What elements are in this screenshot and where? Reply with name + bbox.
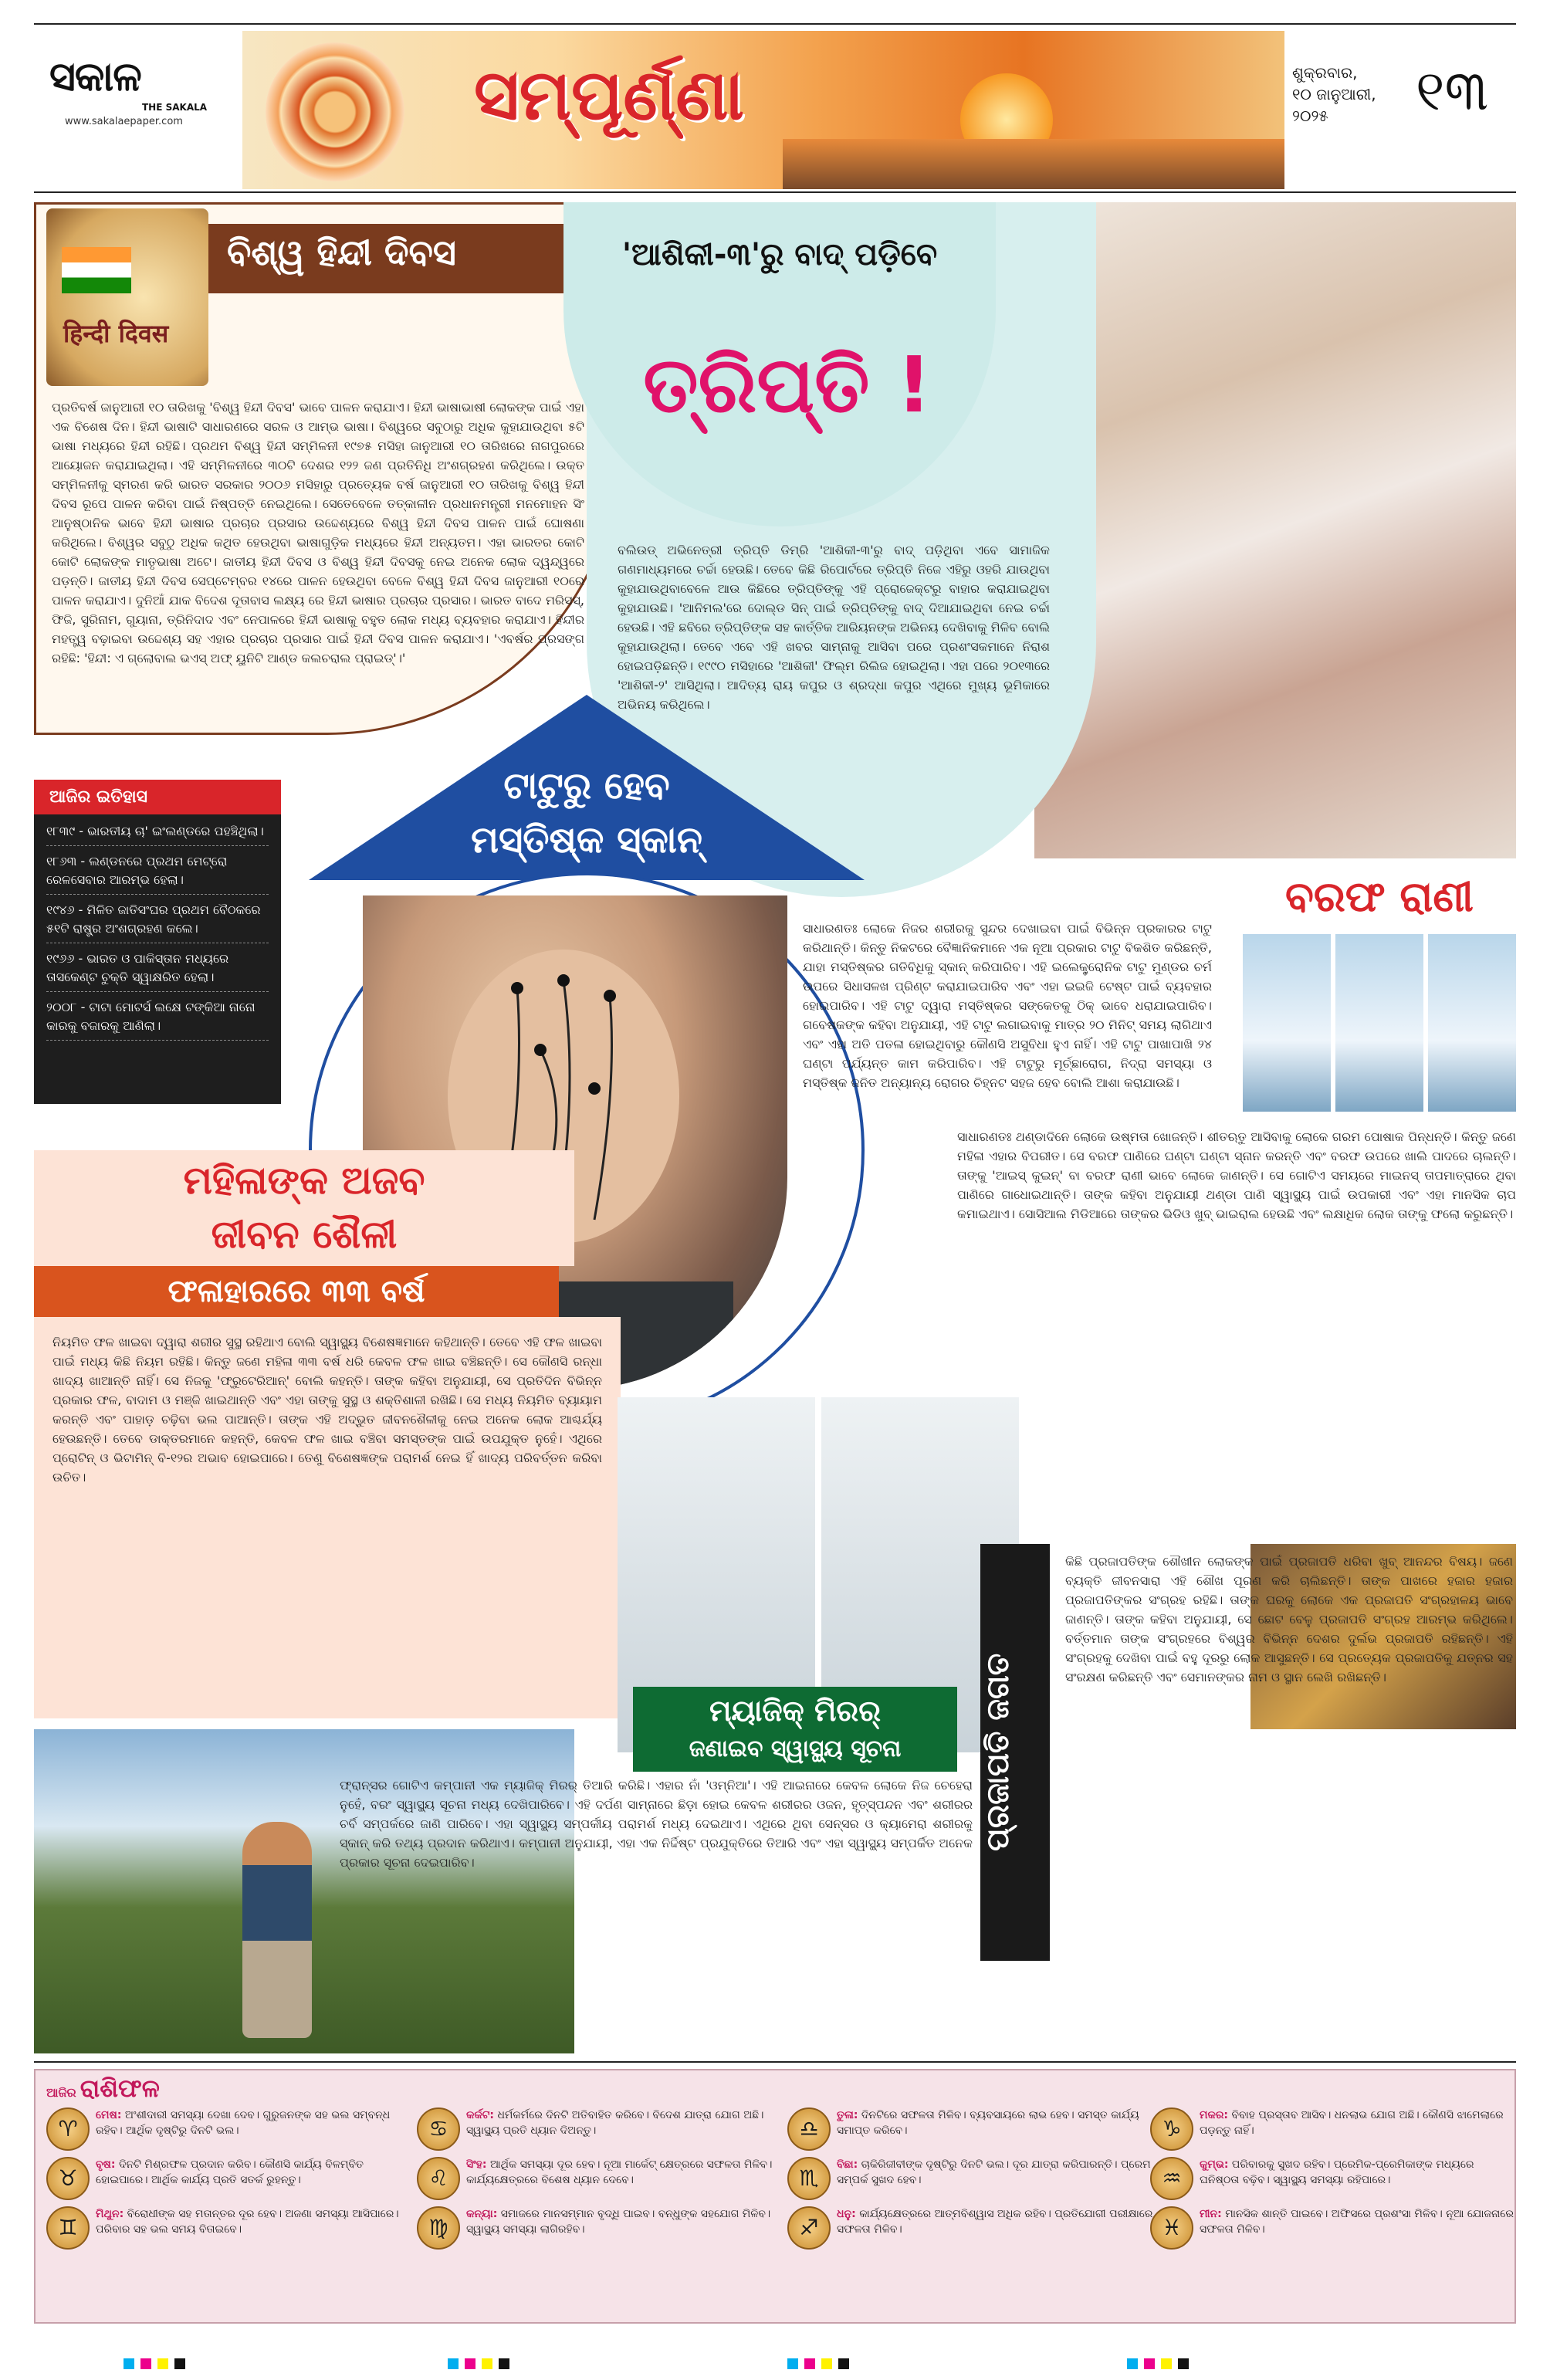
magic-mirror-heading-1: ମ୍ୟାଜିକ୍ ମିରର୍: [709, 1694, 882, 1728]
snow-queen-photos: [1243, 934, 1516, 1112]
history-item: ୨୦୦୮ - ଟାଟା ମୋଟର୍ସ ଲକ୍ଷେ ଟଙ୍କିଆ ନାନୋ କାରକୁ ବଜାରକୁ ଆଣିଲା।: [46, 998, 269, 1041]
date: ୧୦ ଜାନୁଆରୀ,: [1292, 85, 1376, 103]
brain-body: ସାଧାରଣତଃ ଲୋକେ ନିଜର ଶରୀରକୁ ସୁନ୍ଦର ଦେଖାଇବା ପାଇଁ ବିଭିନ୍ନ ପ୍ରକାରର ଟାଟୁ କରିଥାନ୍ତି। କିନ୍ତୁ ନିକଟରେ ବୈଜ୍ଞାନିକମାନେ ଏକ ନୂଆ ପ୍ରକାର ଟାଟୁ ବିକଶିତ କରିଛନ୍ତି, ଯାହା ମସ୍ତିଷ୍କର ଗତିବିଧିକୁ ସ୍କାନ୍ କରିପାରିବ। ଏହି ଇଲେକ୍ଟ୍ରୋନିକ ଟାଟୁ ମୁଣ୍ଡର ଚର୍ମ ଉପରେ ସିଧାସଳଖ ପ୍ରିଣ୍ଟ କରାଯାଇପାରିବ ଏବଂ ଏହା ଇଇଜି ଟେଷ୍ଟ ପାଇଁ ବ୍ୟବହାର ହୋଇପାରିବ। ଏହି ଟାଟୁ ଦ୍ୱାରା ମସ୍ତିଷ୍କର ସଙ୍କେତକୁ ଠିକ୍ ଭାବେ ଧରାଯାଇପାରିବ। ଗବେଷକଙ୍କ କହିବା ଅନୁଯାୟୀ, ଏହି ଟାଟୁ ଲଗାଇବାକୁ ମାତ୍ର ୨୦ ମିନିଟ୍ ସମୟ ଲାଗିଥାଏ ଏବଂ ଏହା ଅତି ପତଳା ହୋଇଥିବାରୁ କୌଣସି ଅସୁବିଧା ହୁଏ ନାହିଁ। ଏହି ଟାଟୁ ପାଖାପାଖି ୨୪ ଘଣ୍ଟା ପର୍ଯ୍ୟନ୍ତ କାମ କରିପାରିବ। ଏହି ଟାଟୁରୁ ମୂର୍ଚ୍ଛାରୋଗ, ନିଦ୍ରା ସମସ୍ୟା ଓ ମସ୍ତିଷ୍କ ଜନିତ ଅନ୍ୟାନ୍ୟ ରୋଗର ଚିହ୍ନଟ ସହଜ ହେବ ବୋଲି ଆଶା କରାଯାଉଛି।: [803, 921, 1212, 1090]
masthead: [34, 31, 1516, 189]
brain-heading-2: ମସ୍ତିଷ୍କ ସ୍କାନ୍: [471, 818, 702, 862]
rashi-name: ମିଥୁନ:: [96, 2208, 124, 2220]
rashi-rule: [34, 2061, 1516, 2063]
women-body: ନିୟମିତ ଫଳ ଖାଇବା ଦ୍ୱାରା ଶରୀର ସୁସ୍ଥ ରହିଥାଏ ବୋଲି ସ୍ୱାସ୍ଥ୍ୟ ବିଶେଷଜ୍ଞମାନେ କହିଥାନ୍ତି। ତେବେ ଏହି ଫଳ ଖାଇବା ପାଇଁ ମଧ୍ୟ କିଛି ନିୟମ ରହିଛି। କିନ୍ତୁ ଜଣେ ମହିଳା ୩୩ ବର୍ଷ ଧରି କେବଳ ଫଳ ଖାଇ ବଞ୍ଚିଛନ୍ତି। ସେ କୌଣସି ରନ୍ଧା ଖାଦ୍ୟ ଖାଆନ୍ତି ନାହିଁ। ସେ ନିଜକୁ 'ଫ୍ରୁଟେରିଆନ୍' ବୋଲି କହନ୍ତି। ତାଙ୍କ କହିବା ଅନୁଯାୟୀ, ସେ ପ୍ରତିଦିନ ବିଭିନ୍ନ ପ୍ରକାର ଫଳ, ବାଦାମ ଓ ମଞ୍ଜି ଖାଇଥାନ୍ତି ଏବଂ ଏହା ତାଙ୍କୁ ସୁସ୍ଥ ଓ ଶକ୍ତିଶାଳୀ ରଖିଛି। ସେ ମଧ୍ୟ ନିୟମିତ ବ୍ୟାୟାମ କରନ୍ତି ଏବଂ ପାହାଡ଼ ଚଢ଼ିବା ଭଲ ପାଆନ୍ତି। ତାଙ୍କ ଏହି ଅଦ୍ଭୁତ ଜୀବନଶୈଳୀକୁ ନେଇ ଅନେକ ଲୋକ ଆଶ୍ଚର୍ଯ୍ୟ ହେଉଛନ୍ତି। ତେବେ ଡାକ୍ତରମାନେ କହନ୍ତି, କେବଳ ଫଳ ଖାଇ ବଞ୍ଚିବା ସମସ୍ତଙ୍କ ପାଇଁ ଉପଯୁକ୍ତ ନୁହେଁ। ଏଥିରେ ପ୍ରୋଟିନ୍ ଓ ଭିଟାମିନ୍ ବି-୧୨ର ଅଭାବ ହୋଇପାରେ। ତେଣୁ ବିଶେଷଜ୍ଞଙ୍କ ପରାମର୍ଶ ନେଇ ହିଁ ଖାଦ୍ୟ ପରିବର୍ତ୍ତନ କରିବା ଉଚିତ।: [52, 1335, 602, 1485]
snow-photo: [1428, 934, 1516, 1112]
weekday: ଶୁକ୍ରବାର,: [1292, 63, 1358, 82]
rashi-item: [1150, 2107, 1517, 2151]
magic-mirror-heading-2: ଜଣାଇବ ସ୍ୱାସ୍ଥ୍ୟ ସୂଚନା: [689, 1735, 902, 1762]
history-item: ୧୮୩୯ - ଭାରତୀୟ ଚା' ଇଂଲଣ୍ଡରେ ପହଞ୍ଚିଥିଲା।: [46, 822, 269, 846]
virgo-icon: ♍: [417, 2206, 460, 2250]
color-registration-marks: [124, 2358, 1436, 2369]
hindi-day-heading: ବିଶ୍ୱ ହିନ୍ଦୀ ଦିବସ: [208, 224, 571, 293]
snow-photo: [1243, 934, 1331, 1112]
sagittarius-icon: ♐: [787, 2206, 831, 2250]
rashi-name: ମୀନ:: [1200, 2208, 1222, 2220]
rashi-text: ଅଂଶୀଦାରୀ ସମସ୍ୟା ଦେଖା ଦେବ। ଗୁରୁଜନଙ୍କ ସହ ଭଲ ସମ୍ବନ୍ଧ ରହିବ। ଆର୍ଥିକ ଦୃଷ୍ଟିରୁ ଦିନଟି ଭଲ।: [96, 2109, 391, 2137]
rashi-name: ଧନୁ:: [837, 2208, 856, 2220]
rashi-text: ବିରୋଧୀଙ୍କ ସହ ମତାନ୍ତର ଦୂର ହେବ। ଅଜଣା ସମସ୍ୟା ଆସିପାରେ। ପରିବାର ସହ ଭଲ ସମୟ ବିତାଇବେ।: [96, 2208, 399, 2236]
snow-photo: [1335, 934, 1423, 1112]
rashi-column: [1150, 2107, 1517, 2256]
rashi-item: [787, 2157, 1154, 2200]
rashifal-prefix: ଆଜିର: [46, 2085, 76, 2100]
history-heading: ଆଜିର ଇତିହାସ: [34, 780, 281, 814]
rashi-name: ତୁଳା:: [837, 2109, 858, 2121]
rashi-item: [1150, 2157, 1517, 2200]
rashi-text: ଦିନଟି ମିଶ୍ରଫଳ ପ୍ରଦାନ କରିବ। କୌଣସି କାର୍ଯ୍ୟ ବିଳମ୍ବିତ ହୋଇପାରେ। ଆର୍ଥିକ କାର୍ଯ୍ୟ ପ୍ରତି ସତର୍କ ରୁହନ୍ତୁ।: [96, 2158, 364, 2186]
rashi-column: [787, 2107, 1154, 2256]
sea: [783, 139, 1284, 189]
rashi-text: ବିବାହ ପ୍ରସ୍ତାବ ଆସିବ। ଧନଲାଭ ଯୋଗ ଅଛି। କୌଣସି ଝାମେଲାରେ ପଡ଼ନ୍ତୁ ନାହିଁ।: [1200, 2109, 1504, 2137]
masthead-rule: [34, 191, 1516, 193]
capricorn-icon: ♑: [1150, 2107, 1193, 2151]
trupti-name: ତ୍ରିପ୍ତି !: [643, 340, 932, 430]
brain-heading-1: ଟାଟୁରୁ ହେବ: [503, 764, 670, 807]
women-title-2: ଜୀବନ ଶୈଳୀ: [211, 1212, 398, 1257]
snow-queen-heading: ବରଫ ରାଣୀ: [1285, 872, 1474, 921]
rashi-item: [417, 2157, 783, 2200]
history-item: ୧୯୬୬ - ଭାରତ ଓ ପାକିସ୍ତାନ ମଧ୍ୟରେ ତାସକେଣ୍ଟ ଚୁକ୍ତି ସ୍ୱାକ୍ଷରିତ ହେଲା।: [46, 950, 269, 992]
rashi-item: [787, 2206, 1154, 2250]
logo-url: www.sakalaepaper.com: [65, 116, 183, 127]
logo-text: ସକାଳ: [49, 54, 141, 100]
rashi-item: [46, 2157, 413, 2200]
rashi-name: ମେଷ:: [96, 2109, 122, 2121]
rashi-column: [417, 2107, 783, 2256]
taurus-icon: ♉: [46, 2157, 90, 2200]
rashifal-heading: ରାଶିଫଳ: [80, 2074, 160, 2103]
trupti-body: ବଲିଉଡ୍ ଅଭିନେତ୍ରୀ ତ୍ରିପ୍ତି ଡିମ୍ରି 'ଆଶିକୀ-୩'ରୁ ବାଦ୍ ପଡ଼ିଥିବା ଏବେ ସାମାଜିକ ଗଣମାଧ୍ୟମରେ ଚର୍ଚ୍ଚା ହେଉଛି। ତେବେ କିଛି ରିପୋର୍ଟରେ ତ୍ରିପ୍ତି ନିଜେ ଏହିରୁ ଓହରି ଯାଉଥିବା କୁହାଯାଉଥିବାବେଳେ ଆଉ କିଛିରେ ତ୍ରିପ୍ତିଙ୍କୁ ଏହି ପ୍ରୋଜେକ୍ଟରୁ ବାହାର କରାଯାଇଥିବା କୁହାଯାଉଛି। 'ଆନିମଲ'ରେ ଦୋଲ୍ଡ ସିନ୍ ପାଇଁ ତ୍ରିପ୍ତିଙ୍କୁ ବାଦ୍ ଦିଆଯାଇଥିବା ନେଇ ଚର୍ଚ୍ଚା ହେଉଛି। ଏହି ଛବିରେ ତ୍ରିପ୍ତିଙ୍କ ସହ କାର୍ତ୍ତିକ ଆରିୟନଙ୍କ ଅଭିନୟ ଦେଖିବାକୁ ମିଳିବ ବୋଲି କୁହାଯାଉଥିଲା। ତେବେ ଏବେ ଏହି ଖବର ସାମ୍ନାକୁ ଆସିବା ପରେ ପ୍ରଶଂସକମାନେ ନିରାଶ ହୋଇପଡ଼ିଛନ୍ତି। ୧୯୯୦ ମସିହାରେ 'ଆଶିକୀ' ଫିଲ୍ମ ରିଲିଜ ହୋଇଥିଲା। ଏହା ପରେ ୨୦୧୩ରେ 'ଆଶିକୀ-୨' ଆସିଥିଲା। ଆଦିତ୍ୟ ରାୟ କପୁର ଓ ଶ୍ରଦ୍ଧା କପୁର ଏଥିରେ ମୁଖ୍ୟ ଭୂମିକାରେ ଅଭିନୟ କରିଥିଲେ।: [618, 543, 1050, 712]
rashi-name: ବୃଷ:: [96, 2158, 116, 2171]
rashi-item: [1150, 2206, 1517, 2250]
hindi-day-image: [46, 208, 208, 386]
butterfly-heading: ପ୍ରଜାପତି ଜଗତ: [980, 1544, 1050, 1961]
rashi-text: କାର୍ଯ୍ୟକ୍ଷେତ୍ରରେ ଆତ୍ମବିଶ୍ୱାସ ଅଧିକ ରହିବ। ପ୍ରତିଯୋଗୀ ପରୀକ୍ଷାରେ ସଫଳତା ମିଳିବ।: [837, 2208, 1153, 2236]
rashi-item: [46, 2107, 413, 2151]
year: ୨୦୨୫: [1292, 107, 1328, 125]
rashi-text: ଧର୍ମକର୍ମରେ ଦିନଟି ଅତିବାହିତ କରିବେ। ବିଦେଶ ଯାତ୍ରା ଯୋଗ ଅଛି। ସ୍ୱାସ୍ଥ୍ୟ ପ୍ରତି ଧ୍ୟାନ ଦିଅନ୍ତୁ।: [466, 2109, 764, 2137]
rashi-text: ଆର୍ଥିକ ସମସ୍ୟା ଦୂର ହେବ। ନୂଆ ମାର୍କେଟ୍ କ୍ଷେତ୍ରରେ ସଫଳତା ମିଳିବ। କାର୍ଯ୍ୟକ୍ଷେତ୍ରରେ ବିଶେଷ ଧ୍ୟାନ ଦେବେ।: [466, 2158, 773, 2186]
rashi-text: ଦିନଟିରେ ସଫଳତା ମିଳିବ। ବ୍ୟବସାୟରେ ଲାଭ ହେବ। ସମସ୍ତ କାର୍ଯ୍ୟ ସମାପ୍ତ କରିବେ।: [837, 2109, 1139, 2137]
banner-image: [242, 31, 1284, 189]
rashi-name: କୁମ୍ଭ:: [1200, 2158, 1229, 2171]
butterfly-body: କିଛି ପ୍ରଜାପତିଙ୍କ ଶୌଖୀନ ଲୋକଙ୍କ ପାଇଁ ପ୍ରଜାପତି ଧରିବା ଖୁବ୍ ଆନନ୍ଦର ବିଷୟ। ଜଣେ ବ୍ୟକ୍ତି ଜୀବନସାରା ଏହି ଶୌଖ ପୂରଣ କରି ଚାଲିଛନ୍ତି। ତାଙ୍କ ପାଖରେ ହଜାର ହଜାର ପ୍ରଜାପତିଙ୍କର ସଂଗ୍ରହ ରହିଛି। ତାଙ୍କ ଘରକୁ ଲୋକେ ଏକ ପ୍ରଜାପତି ସଂଗ୍ରହାଳୟ ଭାବେ ଜାଣନ୍ତି। ତାଙ୍କ କହିବା ଅନୁଯାୟୀ, ସେ ଛୋଟ ବେଳୁ ପ୍ରଜାପତି ସଂଗ୍ରହ ଆରମ୍ଭ କରିଥିଲେ। ବର୍ତ୍ତମାନ ତାଙ୍କ ସଂଗ୍ରହରେ ବିଶ୍ୱର ବିଭିନ୍ନ ଦେଶର ଦୁର୍ଲଭ ପ୍ରଜାପତି ରହିଛନ୍ତି। ଏହି ସଂଗ୍ରହକୁ ଦେଖିବା ପାଇଁ ବହୁ ଦୂରରୁ ଲୋକ ଆସୁଛନ୍ତି। ସେ ପ୍ରତ୍ୟେକ ପ୍ରଜାପତିକୁ ଯତ୍ନର ସହ ସଂରକ୍ଷଣ କରିଛନ୍ତି ଏବଂ ସେମାନଙ୍କର ନାମ ଓ ସ୍ଥାନ ଲେଖି ରଖିଛନ୍ତି।: [1065, 1554, 1513, 1684]
trupti-photo: [1034, 202, 1516, 858]
section-title: ସମ୍ପୂର୍ଣ୍ଣା: [474, 54, 744, 136]
cancer-icon: ♋: [417, 2107, 460, 2151]
leo-icon: ♌: [417, 2157, 460, 2200]
rashi-text: ପରିବାରକୁ ସୁଖଦ ରହିବ। ପ୍ରେମିକ-ପ୍ରେମିକାଙ୍କ ମଧ୍ୟରେ ଘନିଷ୍ଠତା ବଢ଼ିବ। ସ୍ୱାସ୍ଥ୍ୟ ସମସ୍ୟା ରହିପାରେ।: [1200, 2158, 1474, 2186]
rashi-text: ଚାକିରିଜୀବୀଙ୍କ ଦୃଷ୍ଟିରୁ ଦିନଟି ଭଲ। ଦୂର ଯାତ୍ରା କରିପାରନ୍ତି। ପ୍ରେମ ସମ୍ପର୍କ ସୁଖଦ ହେବ।: [837, 2158, 1151, 2186]
women-title-1: ମହିଳାଙ୍କ ଅଜବ: [183, 1158, 425, 1203]
snow-queen-body: ସାଧାରଣତଃ ଥଣ୍ଡାଦିନେ ଲୋକେ ଉଷ୍ମତା ଖୋଜନ୍ତି। ଶୀତଋତୁ ଆସିବାକୁ ଲୋକେ ଗରମ ପୋଷାକ ପିନ୍ଧନ୍ତି। କିନ୍ତୁ ଜଣେ ମହିଳା ଏହାର ବିପରୀତ। ସେ ବରଫ ପାଣିରେ ଘଣ୍ଟା ଘଣ୍ଟା ସ୍ନାନ କରନ୍ତି ଏବଂ ବରଫ ଉପରେ ଖାଲି ପାଦରେ ଚାଲନ୍ତି। ତାଙ୍କୁ 'ଆଇସ୍ କୁଇନ୍' ବା ବରଫ ରାଣୀ ଭାବେ ଲୋକେ ଜାଣନ୍ତି। ସେ ଗୋଟିଏ ସମୟରେ ମାଇନସ୍ ତାପମାତ୍ରାରେ ଥିବା ପାଣିରେ ଗାଧୋଇଥାନ୍ତି। ତାଙ୍କ କହିବା ଅନୁଯାୟୀ ଥଣ୍ଡା ପାଣି ସ୍ୱାସ୍ଥ୍ୟ ପାଇଁ ଉପକାରୀ ଏବଂ ଏହା ମାନସିକ ଚାପ କମାଇଥାଏ। ସୋସିଆଲ ମିଡିଆରେ ତାଙ୍କର ଭିଡିଓ ଖୁବ୍ ଭାଇରାଲ ହେଉଛି ଏବଂ ଲକ୍ଷାଧିକ ଲୋକ ତାଙ୍କୁ ଫଲୋ କରୁଛନ୍ତି।: [957, 1129, 1516, 1221]
trupti-quote: 'ଆଶିକୀ-୩'ରୁ ବାଦ୍ ପଡ଼ିବେ: [621, 237, 938, 273]
rashi-item: [417, 2206, 783, 2250]
libra-icon: ♎: [787, 2107, 831, 2151]
person-figure: [242, 1822, 312, 2038]
women-text-box: [34, 1317, 621, 1718]
aquarius-icon: ♒: [1150, 2157, 1193, 2200]
gemini-icon: ♊: [46, 2206, 90, 2250]
rashi-text: ମାନସିକ ଶାନ୍ତି ପାଇବେ। ଅଫିସରେ ପ୍ରଶଂସା ମିଳିବ। ନୂଆ ଯୋଜନାରେ ସଫଳତା ମିଳିବ।: [1200, 2208, 1514, 2236]
history-list: [34, 814, 281, 1055]
rashi-item: [46, 2206, 413, 2250]
aries-icon: ♈: [46, 2107, 90, 2151]
history-item: ୧୯୪୬ - ମିଳିତ ଜାତିସଂଘର ପ୍ରଥମ ବୈଠକରେ ୫୧ଟି ରାଷ୍ଟ୍ର ଅଂଶଗ୍ରହଣ କଲେ।: [46, 901, 269, 943]
rashi-name: ସିଂହ:: [466, 2158, 487, 2171]
rashi-column: [46, 2107, 413, 2256]
sakala-logo: [49, 54, 227, 127]
history-item: ୧୮୬୩ - ଲଣ୍ଡନରେ ପ୍ରଥମ ମେଟ୍ରୋ ରେଳସେବାର ଆରମ୍ଭ ହେଲା।: [46, 852, 269, 895]
hindi-image-label: हिन्दी दिवस: [63, 319, 169, 348]
rashifal-title: [46, 2074, 216, 2112]
pisces-icon: ♓: [1150, 2206, 1193, 2250]
hindi-body: ପ୍ରତିବର୍ଷ ଜାନୁଆରୀ ୧୦ ତାରିଖକୁ 'ବିଶ୍ୱ ହିନ୍ଦୀ ଦିବସ' ଭାବେ ପାଳନ କରାଯାଏ। ହିନ୍ଦୀ ଭାଷାଭାଷୀ ଲୋକଙ୍କ ପାଇଁ ଏହା ଏକ ବିଶେଷ ଦିନ। ହିନ୍ଦୀ ଭାଷାଟି ସାଧାରଣରେ ସରଳ ଓ ଆମ୍ଭ ଭାଷା। ବିଶ୍ୱରେ ସବୁଠାରୁ ଅଧିକ କୁହାଯାଉଥିବା ୫ଟି ଭାଷା ମଧ୍ୟରେ ହିନ୍ଦୀ ରହିଛି। ପ୍ରଥମ ବିଶ୍ୱ ହିନ୍ଦୀ ସମ୍ମିଳନୀ ୧୯୭୫ ମସିହା ଜାନୁଆରୀ ୧୦ ତାରିଖରେ ନାଗପୁରରେ ଆୟୋଜନ କରାଯାଇଥିଲା। ଏହି ସମ୍ମିଳନୀରେ ୩୦ଟି ଦେଶର ୧୨୨ ଜଣ ପ୍ରତିନିଧି ଅଂଶଗ୍ରହଣ କରିଥିଲେ। ଉକ୍ତ ସମ୍ମିଳନୀକୁ ସ୍ମରଣ କରି ଭାରତ ସରକାର ୨୦୦୬ ମସିହାରୁ ପ୍ରତ୍ୟେକ ବର୍ଷ ଜାନୁଆରୀ ୧୦ ତାରିଖକୁ ବିଶ୍ୱ ହିନ୍ଦୀ ଦିବସ ରୂପେ ପାଳନ କରିବା ପାଇଁ ନିଷ୍ପତ୍ତି ନେଇଥିଲେ। ସେତେବେଳେ ତତ୍କାଳୀନ ପ୍ରଧାନମନ୍ତ୍ରୀ ମନମୋହନ ସିଂ ଆନୁଷ୍ଠାନିକ ଭାବେ ହିନ୍ଦୀ ଭାଷାର ପ୍ରଚାର ପ୍ରସାର ଉଦ୍ଦେଶ୍ୟରେ ବିଶ୍ୱ ହିନ୍ଦୀ ଦିବସ ପାଳନ ପାଇଁ ଘୋଷଣା କରିଥିଲେ। ବିଶ୍ୱର ସବୁଠୁ ଅଧିକ କଥିତ ହେଉଥିବା ଭାଷାଗୁଡ଼ିକ ମଧ୍ୟରେ ହିନ୍ଦୀ ଅନ୍ୟତମ। ଏହା ଭାରତର କୋଟି କୋଟି ଲୋକଙ୍କ ମାତୃଭାଷା ଅଟେ। ଜାତୀୟ ହିନ୍ଦୀ ଦିବସ ଓ ବିଶ୍ୱ ହିନ୍ଦୀ ଦିବସକୁ ନେଇ ଅନେକ ଲୋକ ଦ୍ୱନ୍ଦ୍ୱରେ ପଡ଼ନ୍ତି। ଜାତୀୟ ହିନ୍ଦୀ ଦିବସ ସେପ୍ଟେମ୍ବର ୧୪ରେ ପାଳନ ହେଉଥିବା ବେଳେ ବିଶ୍ୱ ହିନ୍ଦୀ ଦିବସ ଜାନୁଆରୀ ୧୦ରେ ପାଳନ କରାଯାଏ। ଦୁନିଆଁ ଯାକ ବିଦେଶ ଦୂତାବାସ ଲକ୍ଷ୍ୟ ରେ ହିନ୍ଦୀ ଭାଷାର ପ୍ରଚାର ପ୍ରସାର। ଭାରତ ବାଦେ ମରିସସ୍, ଫିଜି, ସୁରିନାମ, ଗୁୟାନା, ତ୍ରିନିଦାଦ ଏବଂ ନେପାଳରେ ହିନ୍ଦୀ ଭାଷାକୁ ବହୁତ ଲୋକ ମଧ୍ୟ ବ୍ୟବହାର କରାଯାଏ। ହିନ୍ଦୀର ମହତ୍ତ୍ୱ ବଢ଼ାଇବା ଉଦ୍ଦେଶ୍ୟ ସହ ଏହାର ପ୍ରଚାର ପ୍ରସାର ପାଇଁ ହିନ୍ଦୀ ଦିବସ ପାଳନ କରାଯାଏ। 'ଏବର୍ଷର ପ୍ରସଙ୍ଗ ରହିଛି: 'ହିନ୍ଦୀ: ଏ ଗ୍ଲୋବାଲ ଭଏସ୍ ଅଫ୍ ୟୁନିଟି ଆଣ୍ଡ କଲଚରାଲ ପ୍ରାଇଡ୍'।': [52, 400, 584, 665]
rashi-item: [417, 2107, 783, 2151]
magic-mirror-heading: [633, 1687, 957, 1772]
top-rule: [34, 23, 1516, 25]
scorpio-icon: ♏: [787, 2157, 831, 2200]
rashi-text: ସମାଜରେ ମାନସମ୍ମାନ ବୃଦ୍ଧି ପାଇବ। ବନ୍ଧୁଙ୍କ ସହଯୋଗ ମିଳିବ। ସ୍ୱାସ୍ଥ୍ୟ ସମସ୍ୟା ଲାଗିରହିବ।: [466, 2208, 771, 2236]
rashi-name: କନ୍ୟା:: [466, 2208, 498, 2220]
rashi-name: ବିଛା:: [837, 2158, 858, 2171]
women-subtitle: ଫଳାହାରରେ ୩୩ ବର୍ଷ: [34, 1266, 559, 1317]
hindi-body-top: [214, 305, 569, 374]
rashi-item: [787, 2107, 1154, 2151]
history-box: [34, 780, 281, 1104]
magic-mirror-body: ଫ୍ରାନ୍ସର ଗୋଟିଏ କମ୍ପାନୀ ଏକ ମ୍ୟାଜିକ୍ ମିରର୍ ତିଆରି କରିଛି। ଏହାର ନାଁ 'ଓମ୍ନିଆ'। ଏହି ଆଇନାରେ କେବଳ ଲୋକେ ନିଜ ଚେହେରା ନୁହେଁ, ବରଂ ସ୍ୱାସ୍ଥ୍ୟ ସୂଚନା ମଧ୍ୟ ଦେଖିପାରିବେ। ଏହି ଦର୍ପଣ ସାମ୍ନାରେ ଛିଡ଼ା ହୋଇ କେବଳ ଶରୀରର ଓଜନ, ହୃତ୍‌ସ୍ପନ୍ଦନ ଏବଂ ଶରୀରର ଚର୍ବି ସମ୍ପର୍କରେ ଜାଣି ପାରିବେ। ଏହା ସ୍ୱାସ୍ଥ୍ୟ ସମ୍ପର୍କୀୟ ପରାମର୍ଶ ମଧ୍ୟ ଦେଇଥାଏ। ଏଥିରେ ଥିବା ସେନ୍ସର ଓ କ୍ୟାମେରା ଶରୀରକୁ ସ୍କାନ୍ କରି ତଥ୍ୟ ପ୍ରଦାନ କରିଥାଏ। କମ୍ପାନୀ ଅନୁଯାୟୀ, ଏହା ଏକ ନିର୍ଦ୍ଦିଷ୍ଟ ପ୍ରଯୁକ୍ତିରେ ତିଆରି ଏବଂ ଏହା ସ୍ୱାସ୍ଥ୍ୟ ସମ୍ପର୍କିତ ଅନେକ ପ୍ରକାର ସୂଚନା ଦେଇପାରିବ।: [340, 1778, 973, 1870]
mandala-icon: [266, 42, 404, 181]
page-number: ୧୩: [1416, 58, 1489, 123]
rashi-name: କର୍କଟ:: [466, 2109, 494, 2121]
logo-tag: THE SAKALA: [142, 102, 208, 113]
rashi-name: ମକର:: [1200, 2109, 1229, 2121]
indian-flag-icon: [62, 247, 131, 293]
